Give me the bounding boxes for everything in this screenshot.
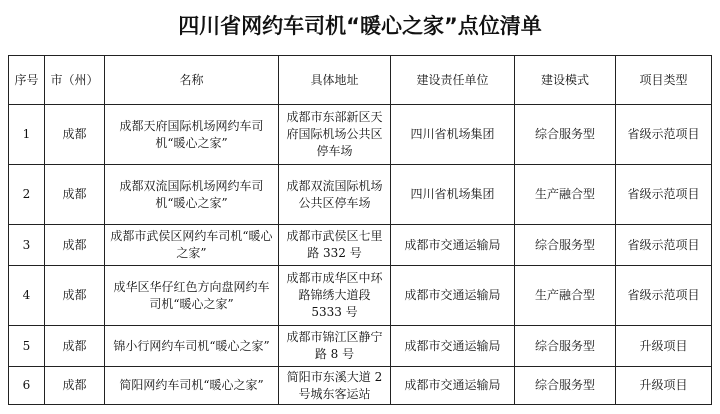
cell-number: 6 xyxy=(9,367,45,405)
cell-mode: 综合服务型 xyxy=(515,326,616,367)
cell-name: 简阳网约车司机“暖心之家” xyxy=(105,367,279,405)
cell-address: 成都市成华区中环路锦绣大道段 5333 号 xyxy=(279,266,391,326)
cell-unit: 四川省机场集团 xyxy=(391,165,515,225)
header-number: 序号 xyxy=(9,56,45,105)
cell-unit: 成都市交通运输局 xyxy=(391,367,515,405)
cell-type: 省级示范项目 xyxy=(616,266,712,326)
table-header-row xyxy=(9,56,712,105)
header-mode: 建设模式 xyxy=(515,56,616,105)
cell-type: 省级示范项目 xyxy=(616,225,712,266)
cell-city: 成都 xyxy=(45,165,105,225)
header-name: 名称 xyxy=(105,56,279,105)
cell-name: 锦小行网约车司机“暖心之家” xyxy=(105,326,279,367)
header-address: 具体地址 xyxy=(279,56,391,105)
cell-type: 升级项目 xyxy=(616,367,712,405)
cell-number: 3 xyxy=(9,225,45,266)
cell-city: 成都 xyxy=(45,225,105,266)
cell-mode: 综合服务型 xyxy=(515,105,616,165)
cell-unit: 成都市交通运输局 xyxy=(391,326,515,367)
cell-number: 1 xyxy=(9,105,45,165)
cell-city: 成都 xyxy=(45,266,105,326)
cell-city: 成都 xyxy=(45,326,105,367)
cell-name: 成都天府国际机场网约车司机“暖心之家” xyxy=(105,105,279,165)
cell-mode: 生产融合型 xyxy=(515,266,616,326)
cell-address: 成都市锦江区静宁路 8 号 xyxy=(279,326,391,367)
cell-address: 成都市东部新区天府国际机场公共区停车场 xyxy=(279,105,391,165)
cell-city: 成都 xyxy=(45,367,105,405)
cell-name: 成都市武侯区网约车司机“暖心之家” xyxy=(105,225,279,266)
table-row xyxy=(9,105,712,165)
table-row xyxy=(9,225,712,266)
cell-unit: 四川省机场集团 xyxy=(391,105,515,165)
cell-name: 成华区华仔红色方向盘网约车司机“暖心之家” xyxy=(105,266,279,326)
cell-type: 省级示范项目 xyxy=(616,105,712,165)
cell-type: 升级项目 xyxy=(616,326,712,367)
table-row xyxy=(9,165,712,225)
table-row xyxy=(9,367,712,405)
cell-city: 成都 xyxy=(45,105,105,165)
cell-unit: 成都市交通运输局 xyxy=(391,266,515,326)
cell-number: 2 xyxy=(9,165,45,225)
header-type: 项目类型 xyxy=(616,56,712,105)
cell-address: 成都双流国际机场公共区停车场 xyxy=(279,165,391,225)
cell-mode: 综合服务型 xyxy=(515,367,616,405)
cell-mode: 生产融合型 xyxy=(515,165,616,225)
table-row xyxy=(9,326,712,367)
cell-type: 省级示范项目 xyxy=(616,165,712,225)
cell-address: 简阳市东溪大道 2 号城东客运站 xyxy=(279,367,391,405)
cell-number: 5 xyxy=(9,326,45,367)
header-unit: 建设责任单位 xyxy=(391,56,515,105)
table-row xyxy=(9,266,712,326)
document-title: 四川省网约车司机“暖心之家”点位清单 xyxy=(178,14,542,38)
cell-name: 成都双流国际机场网约车司机“暖心之家” xyxy=(105,165,279,225)
header-city: 市（州） xyxy=(45,56,105,105)
location-table xyxy=(8,55,712,405)
cell-mode: 综合服务型 xyxy=(515,225,616,266)
cell-address: 成都市武侯区七里路 332 号 xyxy=(279,225,391,266)
cell-unit: 成都市交通运输局 xyxy=(391,225,515,266)
cell-number: 4 xyxy=(9,266,45,326)
